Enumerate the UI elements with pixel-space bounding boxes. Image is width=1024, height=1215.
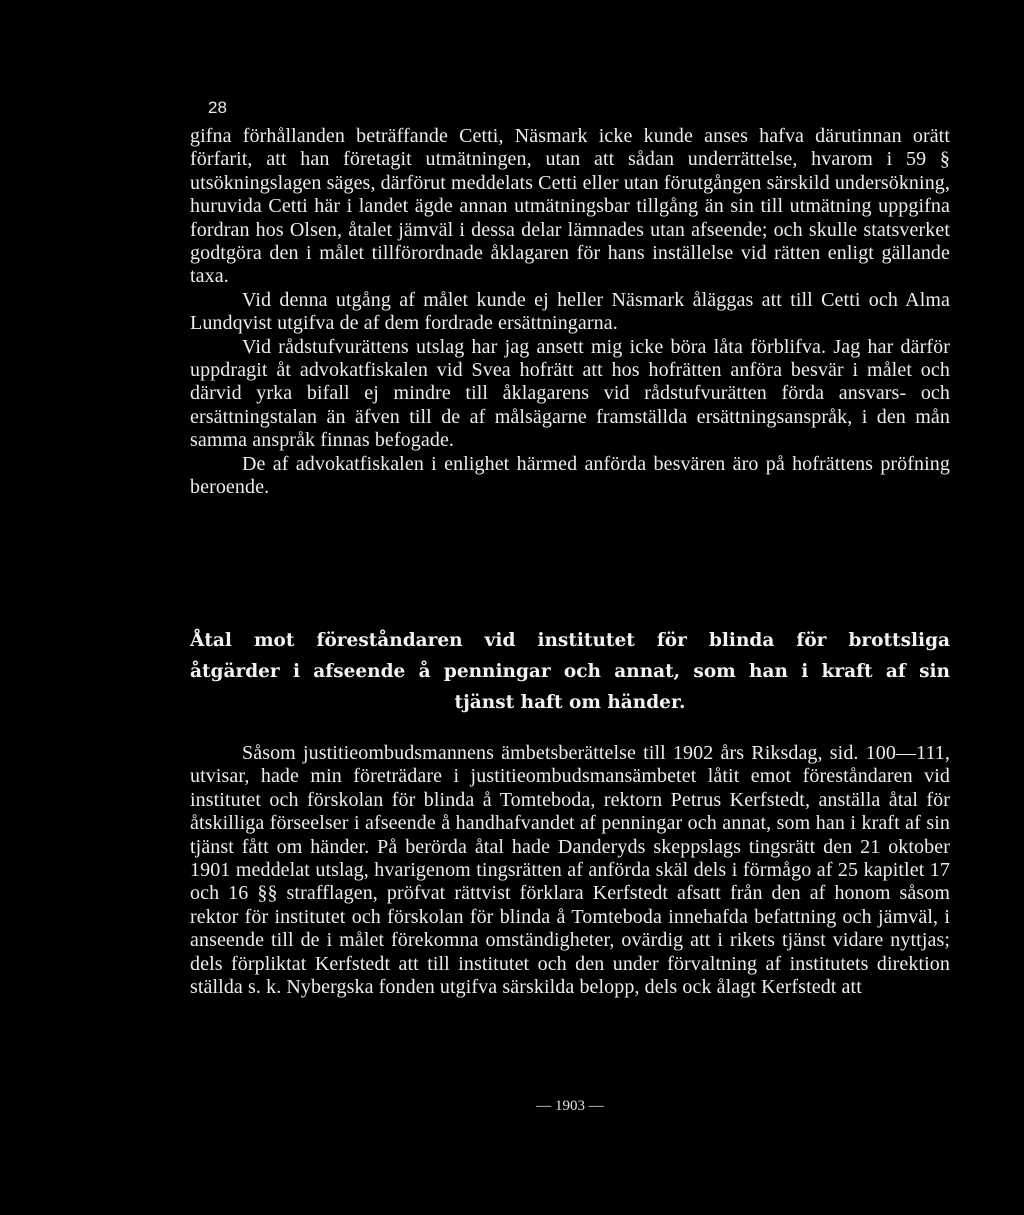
body-section-one [190, 125, 950, 500]
paragraph-outcome: Vid denna utgång af målet kunde ej heller Näsmark åläggas att till Cetti och Alma Lundqvist utgifva de af dem fordrade ersättningarna. [190, 288, 950, 335]
heading-line: åtgärder i afseende å penningar och annat, som han i kraft af sin [190, 661, 950, 682]
paragraph-case-summary: Såsom justitieombudsmannens ämbetsberättelse till 1902 års Riksdag, sid. 100—111, utvisar, hade min företrädare i justitieombudsmansämbetet låtit emot föreståndaren vid institutet och förskolan för blinda å Tomteboda, rektorn Petrus Kerfstedt, anställa åtal för åtskilliga förseelser i afseende å handhafvandet af penningar och annat, som han i kraft af sin tjänst fått om händer. På berörda åtal hade Danderyds skeppslags tingsrätt den 21 oktober 1901 meddelat utslag, hvarigenom tingsrätten af anförda skäl dels i förmågo af 25 kapitlet 17 och 16 §§ strafflagen, pröfvat rättvist förklara Kerfstedt afsatt från den af honom såsom rektor för institutet och förskolan för blinda å Tomteboda innehafda befattning och jämväl, i anseende till de i målet förekomna omständigheter, ovärdig att i rikets tjänst vidare nyttjas; dels förpliktat Kerfstedt att till institutet och den under förvaltning af institutets direktion ställda s. k. Nybergska fonden utgifva särskilda belopp, dels ock ålagt Kerfstedt att [190, 742, 950, 999]
page-number: 28 [208, 98, 227, 117]
paragraph-continuation: gifna förhållanden beträffande Cetti, Näsmark icke kunde anses hafva därutinnan orätt förfarit, att han företagit utmätningen, utan att sådan underrättelse, hvarom i 59 § utsökningslagen säges, därförut meddelats Cetti eller utan förutgången särskild undersökning, huruvida Cetti här i landet ägde annan utmätningsbar tillgång än sin till utmätning uppgifna fordran hos Olsen, åtalet jämväl i dessa delar lämnades utan afseende; och skulle statsverket godtgöra den i målet tillförordnade åklagaren för hans inställelse vid rätten enligt gällande taxa. [190, 125, 950, 288]
paragraph-pending: De af advokatfiskalen i enlighet härmed anförda besvären äro på hofrättens pröfning beroende. [190, 452, 950, 499]
paragraph-appeal: Vid rådstufvurättens utslag har jag ansett mig icke böra låta förblifva. Jag har därför uppdragit åt advokatfiskalen vid Svea hofrätt att hos hofrätten anföra besvär i målet och därvid yrka bifall ej mindre till åklagarens vid rådstufvurätten förda ansvars- och ersättningstalan än äfven till de af målsägarne framställda ersättningsanspråk, i den mån samma anspråk finnas befogade. [190, 335, 950, 452]
heading-line: tjänst haft om händer. [454, 692, 686, 713]
section-heading [190, 625, 950, 718]
year-footer: — 1903 — [536, 1098, 604, 1114]
body-section-two [190, 742, 950, 999]
heading-line: Åtal mot föreståndaren vid institutet för blinda för brottsliga [190, 630, 950, 651]
